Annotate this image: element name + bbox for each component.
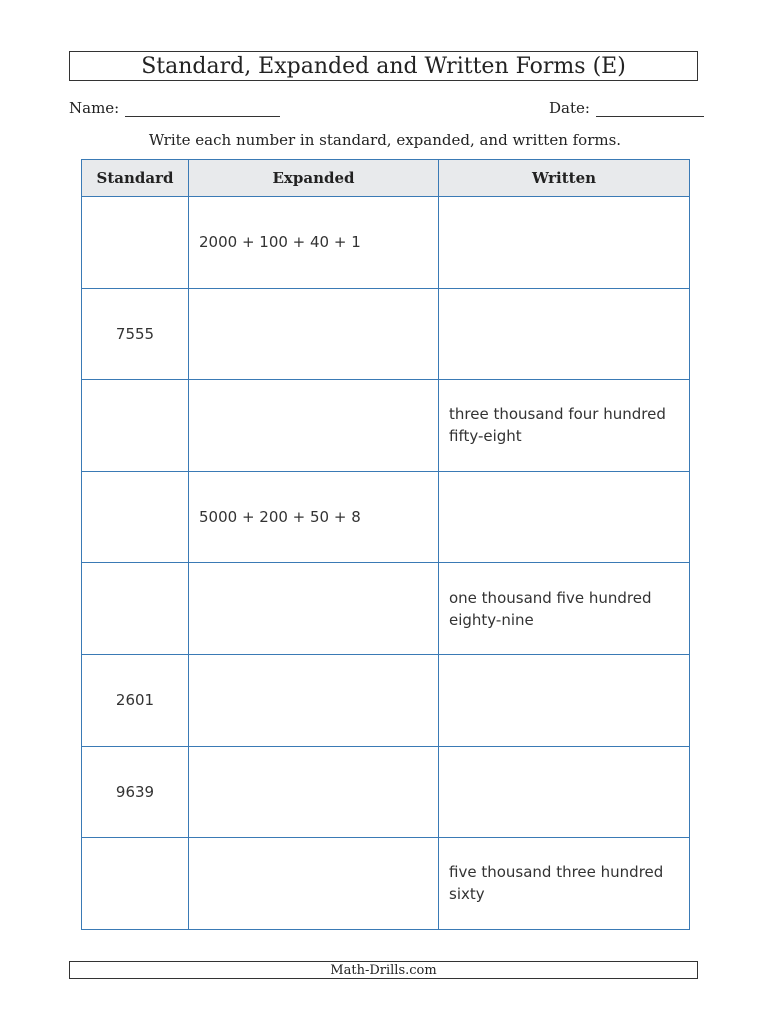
standard-cell[interactable] xyxy=(82,563,189,655)
expanded-cell[interactable] xyxy=(189,288,439,380)
table-row xyxy=(82,288,690,380)
name-label: Name: xyxy=(69,99,120,117)
expanded-cell[interactable] xyxy=(189,563,439,655)
expanded-cell[interactable]: 5000 + 200 + 50 + 8 xyxy=(189,471,439,563)
written-cell[interactable]: five thousand three hundred sixty xyxy=(439,838,690,930)
written-cell[interactable] xyxy=(439,288,690,380)
standard-cell[interactable] xyxy=(82,380,189,472)
header-expanded: Expanded xyxy=(189,160,439,197)
table-row xyxy=(82,471,690,563)
name-line[interactable] xyxy=(125,98,280,117)
table-row xyxy=(82,563,690,655)
table-row xyxy=(82,838,690,930)
worksheet-table xyxy=(81,159,690,930)
header-written: Written xyxy=(439,160,690,197)
date-line[interactable] xyxy=(596,98,704,117)
standard-cell[interactable] xyxy=(82,838,189,930)
footer-text: Math-Drills.com xyxy=(330,962,437,978)
written-cell[interactable] xyxy=(439,197,690,289)
standard-cell[interactable]: 2601 xyxy=(82,654,189,746)
header-row xyxy=(82,160,690,197)
written-cell[interactable]: three thousand four hundred fifty-eight xyxy=(439,380,690,472)
page-title xyxy=(69,51,698,81)
standard-cell[interactable] xyxy=(82,197,189,289)
written-cell[interactable] xyxy=(439,746,690,838)
table-row xyxy=(82,197,690,289)
date-field[interactable] xyxy=(549,98,704,117)
written-cell[interactable] xyxy=(439,471,690,563)
header-standard: Standard xyxy=(82,160,189,197)
table-row xyxy=(82,380,690,472)
expanded-cell[interactable] xyxy=(189,380,439,472)
written-cell[interactable]: one thousand five hundred eighty-nine xyxy=(439,563,690,655)
expanded-cell[interactable] xyxy=(189,654,439,746)
title-text: Standard, Expanded and Written Forms (E) xyxy=(141,53,626,79)
table-row xyxy=(82,746,690,838)
date-label: Date: xyxy=(549,99,590,117)
standard-cell[interactable]: 7555 xyxy=(82,288,189,380)
written-cell[interactable] xyxy=(439,654,690,746)
standard-cell[interactable] xyxy=(82,471,189,563)
expanded-cell[interactable] xyxy=(189,838,439,930)
footer xyxy=(69,961,698,979)
instructions: Write each number in standard, expanded, and written forms. xyxy=(148,131,622,149)
expanded-cell[interactable]: 2000 + 100 + 40 + 1 xyxy=(189,197,439,289)
name-field[interactable] xyxy=(69,98,280,117)
standard-cell[interactable]: 9639 xyxy=(82,746,189,838)
table-row xyxy=(82,654,690,746)
expanded-cell[interactable] xyxy=(189,746,439,838)
